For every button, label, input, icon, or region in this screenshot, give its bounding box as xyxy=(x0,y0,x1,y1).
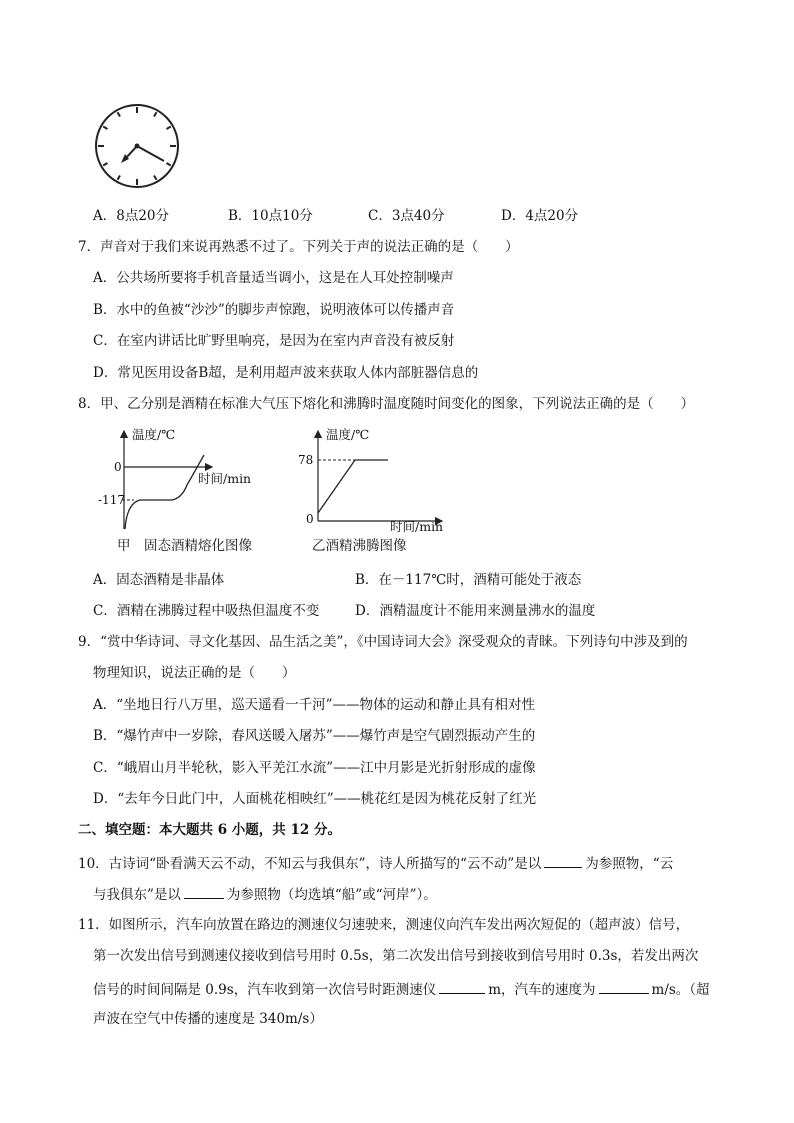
boiling-ylabel: 温度/℃ xyxy=(326,427,370,442)
q10-line-2-text-b: 为参照物（均选填“船”或“河岸”）。 xyxy=(226,887,437,903)
q11-line-4: 声波在空气中传播的速度是 340m/s） xyxy=(93,1011,323,1027)
q10-answer-blank-1[interactable] xyxy=(544,853,582,868)
q7-option-c: C．在室内讲话比旷野里响亮，是因为在室内声音没有被反射 xyxy=(93,333,455,349)
q9-option-a: A．“坐地日行八万里，巡天遥看一千河”——物体的运动和静止具有相对性 xyxy=(93,697,536,713)
q10-answer-blank-2[interactable] xyxy=(184,884,224,899)
boiling-caption: 乙酒精沸腾图像 xyxy=(312,538,407,554)
q8-option-c: C．酒精在沸腾过程中吸热但温度不变 xyxy=(93,603,320,619)
q11-answer-blank-1[interactable] xyxy=(439,979,485,994)
q11-answer-blank-2[interactable] xyxy=(599,979,649,994)
q10-line-1-text-a: 10．古诗词“卧看满天云不动，不知云与我俱东”，诗人所描写的“云不动”是以 xyxy=(78,856,542,872)
melting-caption: 甲 固态酒精熔化图像 xyxy=(117,538,252,554)
q11-line-3 xyxy=(93,979,710,999)
boiling-graph xyxy=(292,425,462,535)
q10-line-2 xyxy=(93,884,437,904)
boiling-tick-78: 78 xyxy=(298,453,314,467)
q11-line-3-text-a: 信号的时间间隔是 0.9s，汽车收到第一次信号时距测速仪 xyxy=(93,982,437,998)
melting-ylabel: 温度/℃ xyxy=(132,427,176,442)
q8-option-b: B．在－117℃时，酒精可能处于液态 xyxy=(355,572,582,588)
q8-option-d: D．酒精温度计不能用来测量沸水的温度 xyxy=(355,603,596,619)
q8-stem: 8．甲、乙分别是酒精在标准大气压下熔化和沸腾时温度随时间变化的图象，下列说法正确的是（ ） xyxy=(78,396,695,412)
q10-line-1-text-b: 为参照物，“云 xyxy=(585,856,674,872)
q6-option-d: D．4点20分 xyxy=(501,208,579,224)
q11-line-3-text-b: m，汽车的速度为 xyxy=(488,982,596,998)
section-heading-fill-in: 二、填空题：本大题共 6 小题，共 12 分。 xyxy=(78,822,341,838)
q8-option-a: A．固态酒精是非晶体 xyxy=(93,572,225,588)
melting-tick-zero: 0 xyxy=(114,460,122,474)
q10-line-2-text-a: 与我俱东”是以 xyxy=(93,887,181,903)
q7-option-b: B．水中的鱼被“沙沙”的脚步声惊跑，说明液体可以传播声音 xyxy=(93,302,455,318)
boiling-tick-zero: 0 xyxy=(306,512,314,526)
q6-option-b: B．10点10分 xyxy=(228,208,313,224)
melting-xlabel: 时间/min xyxy=(198,471,252,486)
boiling-xlabel: 时间/min xyxy=(390,519,444,534)
clock-center xyxy=(135,144,140,149)
q9-option-b: B．“爆竹声中一岁除，春风送暖入屠苏”——爆竹声是空气剧烈振动产生的 xyxy=(93,728,536,744)
q7-option-d: D．常见医用设备B超，是利用超声波来获取人体内部脏器信息的 xyxy=(93,365,479,381)
q11-line-2: 第一次发出信号到测速仪接收到信号用时 0.5s，第二次发出信号到接收到信号用时 0.3s，若发出两次 xyxy=(93,948,699,964)
q6-option-c: C．3点40分 xyxy=(368,208,445,224)
q10-line-1 xyxy=(78,853,673,873)
q7-option-a: A．公共场所要将手机音量适当调小，这是在人耳处控制噪声 xyxy=(93,270,454,286)
q9-stem-2: 物理知识，说法正确的是（ ） xyxy=(93,665,296,681)
melting-curve xyxy=(125,455,204,529)
melting-tick-low: -117 xyxy=(98,493,125,507)
q9-option-c: C．“峨眉山月半轮秋，影入平羌江水流”——江中月影是光折射形成的虚像 xyxy=(93,760,536,776)
clock-figure xyxy=(92,100,182,192)
q7-stem: 7．声音对于我们来说再熟悉不过了。下列关于声的说法正确的是（ ） xyxy=(78,239,519,255)
q11-line-1: 11．如图所示，汽车向放置在路边的测速仪匀速驶来，测速仪向汽车发出两次短促的（超声波）信号， xyxy=(78,917,690,933)
q6-option-a: A．8点20分 xyxy=(93,208,170,224)
boiling-curve xyxy=(318,460,388,513)
q11-line-3-text-c: m/s。（超 xyxy=(651,982,710,998)
melting-graph xyxy=(92,425,282,535)
q9-option-d: D．“去年今日此门中，人面桃花相映红”——桃花红是因为桃花反射了红光 xyxy=(93,791,537,807)
q9-stem-1: 9．“赏中华诗词、寻文化基因、品生活之美”，《中国诗词大会》深受观众的青睐。下列诗句中涉及到的 xyxy=(78,634,688,650)
